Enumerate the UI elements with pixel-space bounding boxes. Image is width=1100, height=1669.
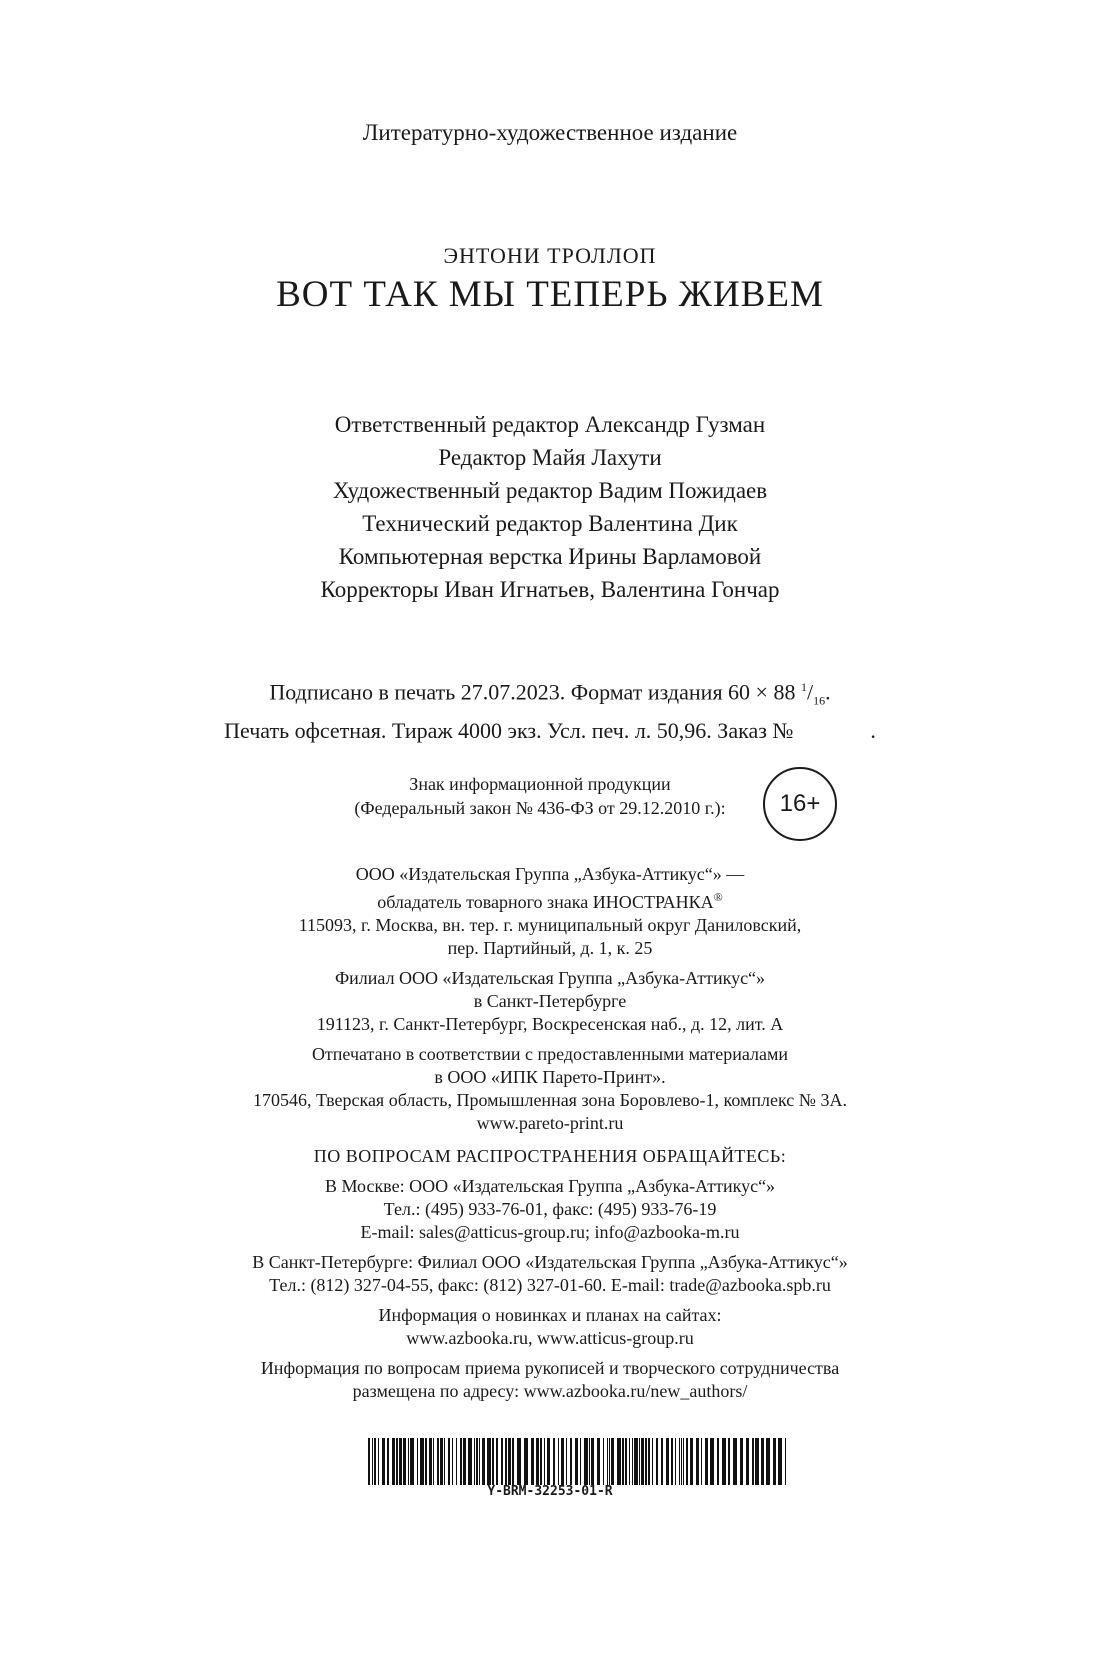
credit-line: Технический редактор Валентина Дик [362, 511, 738, 536]
age-rating-label [330, 772, 750, 820]
news-websites: www.azbooka.ru, www.atticus-group.ru [406, 1328, 694, 1348]
barcode-bar [597, 1438, 600, 1485]
barcode-bar [403, 1438, 406, 1485]
barcode-bar [752, 1438, 754, 1485]
barcode-bar [508, 1438, 511, 1485]
barcode-bar [766, 1438, 770, 1485]
credit-line: Корректоры Иван Игнатьев, Валентина Гончар [320, 577, 780, 602]
age-label-line-1: Знак информационной продукции [409, 774, 671, 794]
barcode-bar [603, 1438, 604, 1485]
barcode-bar [476, 1438, 478, 1485]
printer-line: в ООО «ИПК Парето-Принт». [434, 1067, 666, 1087]
branch-line: Филиал ООО «Издательская Группа „Азбука-Аттикус“» [334, 968, 766, 988]
barcode-bar [553, 1438, 555, 1485]
barcode-bar [558, 1438, 559, 1485]
barcode-bar [701, 1438, 702, 1485]
printer-line: Отпечатано в соответствии с предоставленными материалами [311, 1044, 789, 1064]
barcode-bar [671, 1438, 673, 1485]
barcode-bar [544, 1438, 545, 1485]
barcode-bar [452, 1438, 453, 1485]
barcode-bar [686, 1438, 688, 1485]
barcode-bar [679, 1438, 680, 1485]
branch-address-line: 191123, г. Санкт-Петербург, Воскресенская наб., д. 12, лит. А [316, 1014, 784, 1034]
imprint-block [0, 672, 1100, 746]
barcode-bar [722, 1438, 726, 1485]
age-rating-block [0, 765, 1100, 845]
credit-line: Художественный редактор Вадим Пожидаев [332, 478, 768, 503]
distribution-heading: ПО ВОПРОСАМ РАСПРОСТРАНЕНИЯ ОБРАЩАЙТЕСЬ: [313, 1146, 787, 1166]
barcode-bar [448, 1438, 450, 1485]
barcode-bar [589, 1438, 590, 1485]
barcode-bar [460, 1438, 462, 1485]
barcode-bar [496, 1438, 498, 1485]
imprint-line-2: Печать офсетная. Тираж 4000 экз. Усл. печ. л. 50,96. Заказ № . [224, 717, 876, 743]
credit-line: Ответственный редактор Александр Гузман [334, 412, 766, 437]
barcode-bar [492, 1438, 494, 1485]
publisher-address-line: 115093, г. Москва, вн. тер. г. муниципальный округ Даниловский, [298, 915, 802, 935]
manuscripts-line: Информация по вопросам приема рукописей и творческого сотрудничества [260, 1358, 840, 1378]
barcode-bar [641, 1438, 644, 1485]
barcode-bar [382, 1438, 385, 1485]
barcode-bar [717, 1438, 719, 1485]
format-denominator: 16 [813, 693, 826, 708]
barcode-bar [755, 1438, 759, 1485]
barcode-bar [482, 1438, 485, 1485]
barcode-bar [761, 1438, 764, 1485]
publisher-info [0, 863, 1100, 1403]
barcode-icon [368, 1438, 790, 1485]
barcode-bar [584, 1438, 588, 1485]
barcode-bar [524, 1438, 528, 1485]
barcode-bar [710, 1438, 714, 1485]
barcode-bar [611, 1438, 614, 1485]
distribution-moscow-line: Тел.: (495) 933-76-01, факс: (495) 933-76-19 [383, 1199, 717, 1219]
barcode-bar [368, 1438, 370, 1485]
barcode-bar [609, 1438, 610, 1485]
barcode-bar [479, 1438, 480, 1485]
author-name: ЭНТОНИ ТРОЛЛОП [443, 243, 657, 268]
barcode-bar [396, 1438, 398, 1485]
branch-line: в Санкт-Петербурге [473, 991, 627, 1011]
publisher-line: ООО «Издательская Группа „Азбука-Аттикус“» — [355, 864, 745, 884]
credit-line: Редактор Майя Лахути [438, 445, 662, 470]
barcode-bar [570, 1438, 572, 1485]
barcode-bar [487, 1438, 491, 1485]
barcode-bar [420, 1438, 424, 1485]
publisher-address-line: пер. Партийный, д. 1, к. 25 [447, 938, 653, 958]
registered-trademark-icon: ® [713, 890, 723, 904]
barcode-bar [661, 1438, 663, 1485]
imprint-print-text: Печать офсетная. Тираж 4000 экз. Усл. печ. л. 50,96. Заказ № [224, 717, 794, 743]
barcode-bar [512, 1438, 514, 1485]
barcode-bar [429, 1438, 432, 1485]
barcode-bar [728, 1438, 730, 1485]
manuscripts-line: размещена по адресу: www.azbooka.ru/new_authors/ [352, 1381, 748, 1401]
barcode-bar [778, 1438, 782, 1485]
barcode-bar [501, 1438, 503, 1485]
credits-block [0, 408, 1100, 606]
news-line: Информация о новинках и планах на сайтах: [378, 1305, 722, 1325]
barcode-bar [629, 1438, 630, 1485]
barcode-bar [463, 1438, 466, 1485]
publisher-trademark-line [0, 886, 1100, 914]
barcode-caption: Y-BRM-32253-01-R [487, 1484, 613, 1499]
barcode-bar [645, 1438, 647, 1485]
age-rating-badge: 16+ [763, 767, 837, 841]
printer-address-line: 170546, Тверская область, Промышленная зона Боровлево-1, комплекс № 3А. [253, 1090, 847, 1110]
barcode-bar [696, 1438, 699, 1485]
barcode-bar [648, 1438, 650, 1485]
barcode-bar [547, 1438, 550, 1485]
barcode-bar [656, 1438, 658, 1485]
barcode-bar [785, 1438, 786, 1485]
barcode-bar [505, 1438, 507, 1485]
barcode-bar [536, 1438, 539, 1485]
barcode-bar [444, 1438, 445, 1485]
barcode-bar [625, 1438, 627, 1485]
barcode-bar [417, 1438, 418, 1485]
barcode-bar [474, 1438, 475, 1485]
imprint-format-text: Подписано в печать 27.07.2023. Формат издания 60 × 88 [269, 679, 796, 705]
distribution-spb-contacts: Тел.: (812) 327-04-55, факс: (812) 327-01-60. E-mail: trade@azbooka.spb.ru [269, 1275, 831, 1295]
barcode-bar [634, 1438, 638, 1485]
barcode-bar [374, 1438, 376, 1485]
barcode-bar [433, 1438, 434, 1485]
barcode-bar [456, 1438, 457, 1485]
barcode-bar [378, 1438, 379, 1485]
barcode-bar [531, 1438, 534, 1485]
barcode-bar [690, 1438, 693, 1485]
genre-line: Литературно-художественное издание [362, 120, 738, 145]
barcode-bar [733, 1438, 737, 1485]
age-label-line-2: (Федеральный закон № 436-ФЗ от 29.12.2010 г.): [354, 798, 726, 818]
distribution-spb-line: В Санкт-Петербурге: Филиал ООО «Издательская Группа „Азбука-Аттикус“» [252, 1252, 848, 1272]
format-numerator: 1 [800, 680, 807, 694]
barcode-bar [666, 1438, 669, 1485]
barcode-bar [681, 1438, 682, 1485]
barcode-bar [675, 1438, 676, 1485]
barcode-bar [639, 1438, 640, 1485]
book-title: ВОТ ТАК МЫ ТЕПЕРЬ ЖИВЕМ [276, 274, 824, 315]
barcode-bar [372, 1438, 373, 1485]
barcode-bar [652, 1438, 653, 1485]
barcode-bar [632, 1438, 633, 1485]
barcode-bar [566, 1438, 567, 1485]
barcode-bar [440, 1438, 443, 1485]
publisher-line: обладатель товарного знака ИНОСТРАНКА [377, 892, 714, 912]
barcode-bar [410, 1438, 414, 1485]
barcode-bar [437, 1438, 439, 1485]
barcode-bar [392, 1438, 395, 1485]
barcode-bar [622, 1438, 624, 1485]
barcode-bar [705, 1438, 708, 1485]
barcode-bar [468, 1438, 472, 1485]
barcode-bar [575, 1438, 578, 1485]
barcode-bar [517, 1438, 521, 1485]
barcode-bar [425, 1438, 427, 1485]
credit-line: Компьютерная верстка Ирины Варламовой [338, 544, 762, 569]
barcode-bar [387, 1438, 389, 1485]
barcode-bar [607, 1438, 608, 1485]
barcode-bar [408, 1438, 409, 1485]
barcode-bar [617, 1438, 621, 1485]
barcode-bar [580, 1438, 581, 1485]
barcode-bar [683, 1438, 684, 1485]
barcode-bar [740, 1438, 743, 1485]
barcode-bar [399, 1438, 402, 1485]
distribution-moscow-email: E-mail: sales@atticus-group.ru; info@azbooka-m.ru [360, 1222, 740, 1242]
printer-website: www.pareto-print.ru [476, 1113, 624, 1133]
barcode-bar [540, 1438, 542, 1485]
barcode-bar [773, 1438, 776, 1485]
barcode-bar [746, 1438, 749, 1485]
barcode-bar [591, 1438, 594, 1485]
imprint-line-1: Подписано в печать 27.07.2023. Формат издания 60 × 88 $^1/_{16}$. [269, 679, 831, 708]
distribution-moscow-line: В Москве: ООО «Издательская Группа „Азбука-Аттикус“» [324, 1176, 776, 1196]
barcode-bar [561, 1438, 564, 1485]
